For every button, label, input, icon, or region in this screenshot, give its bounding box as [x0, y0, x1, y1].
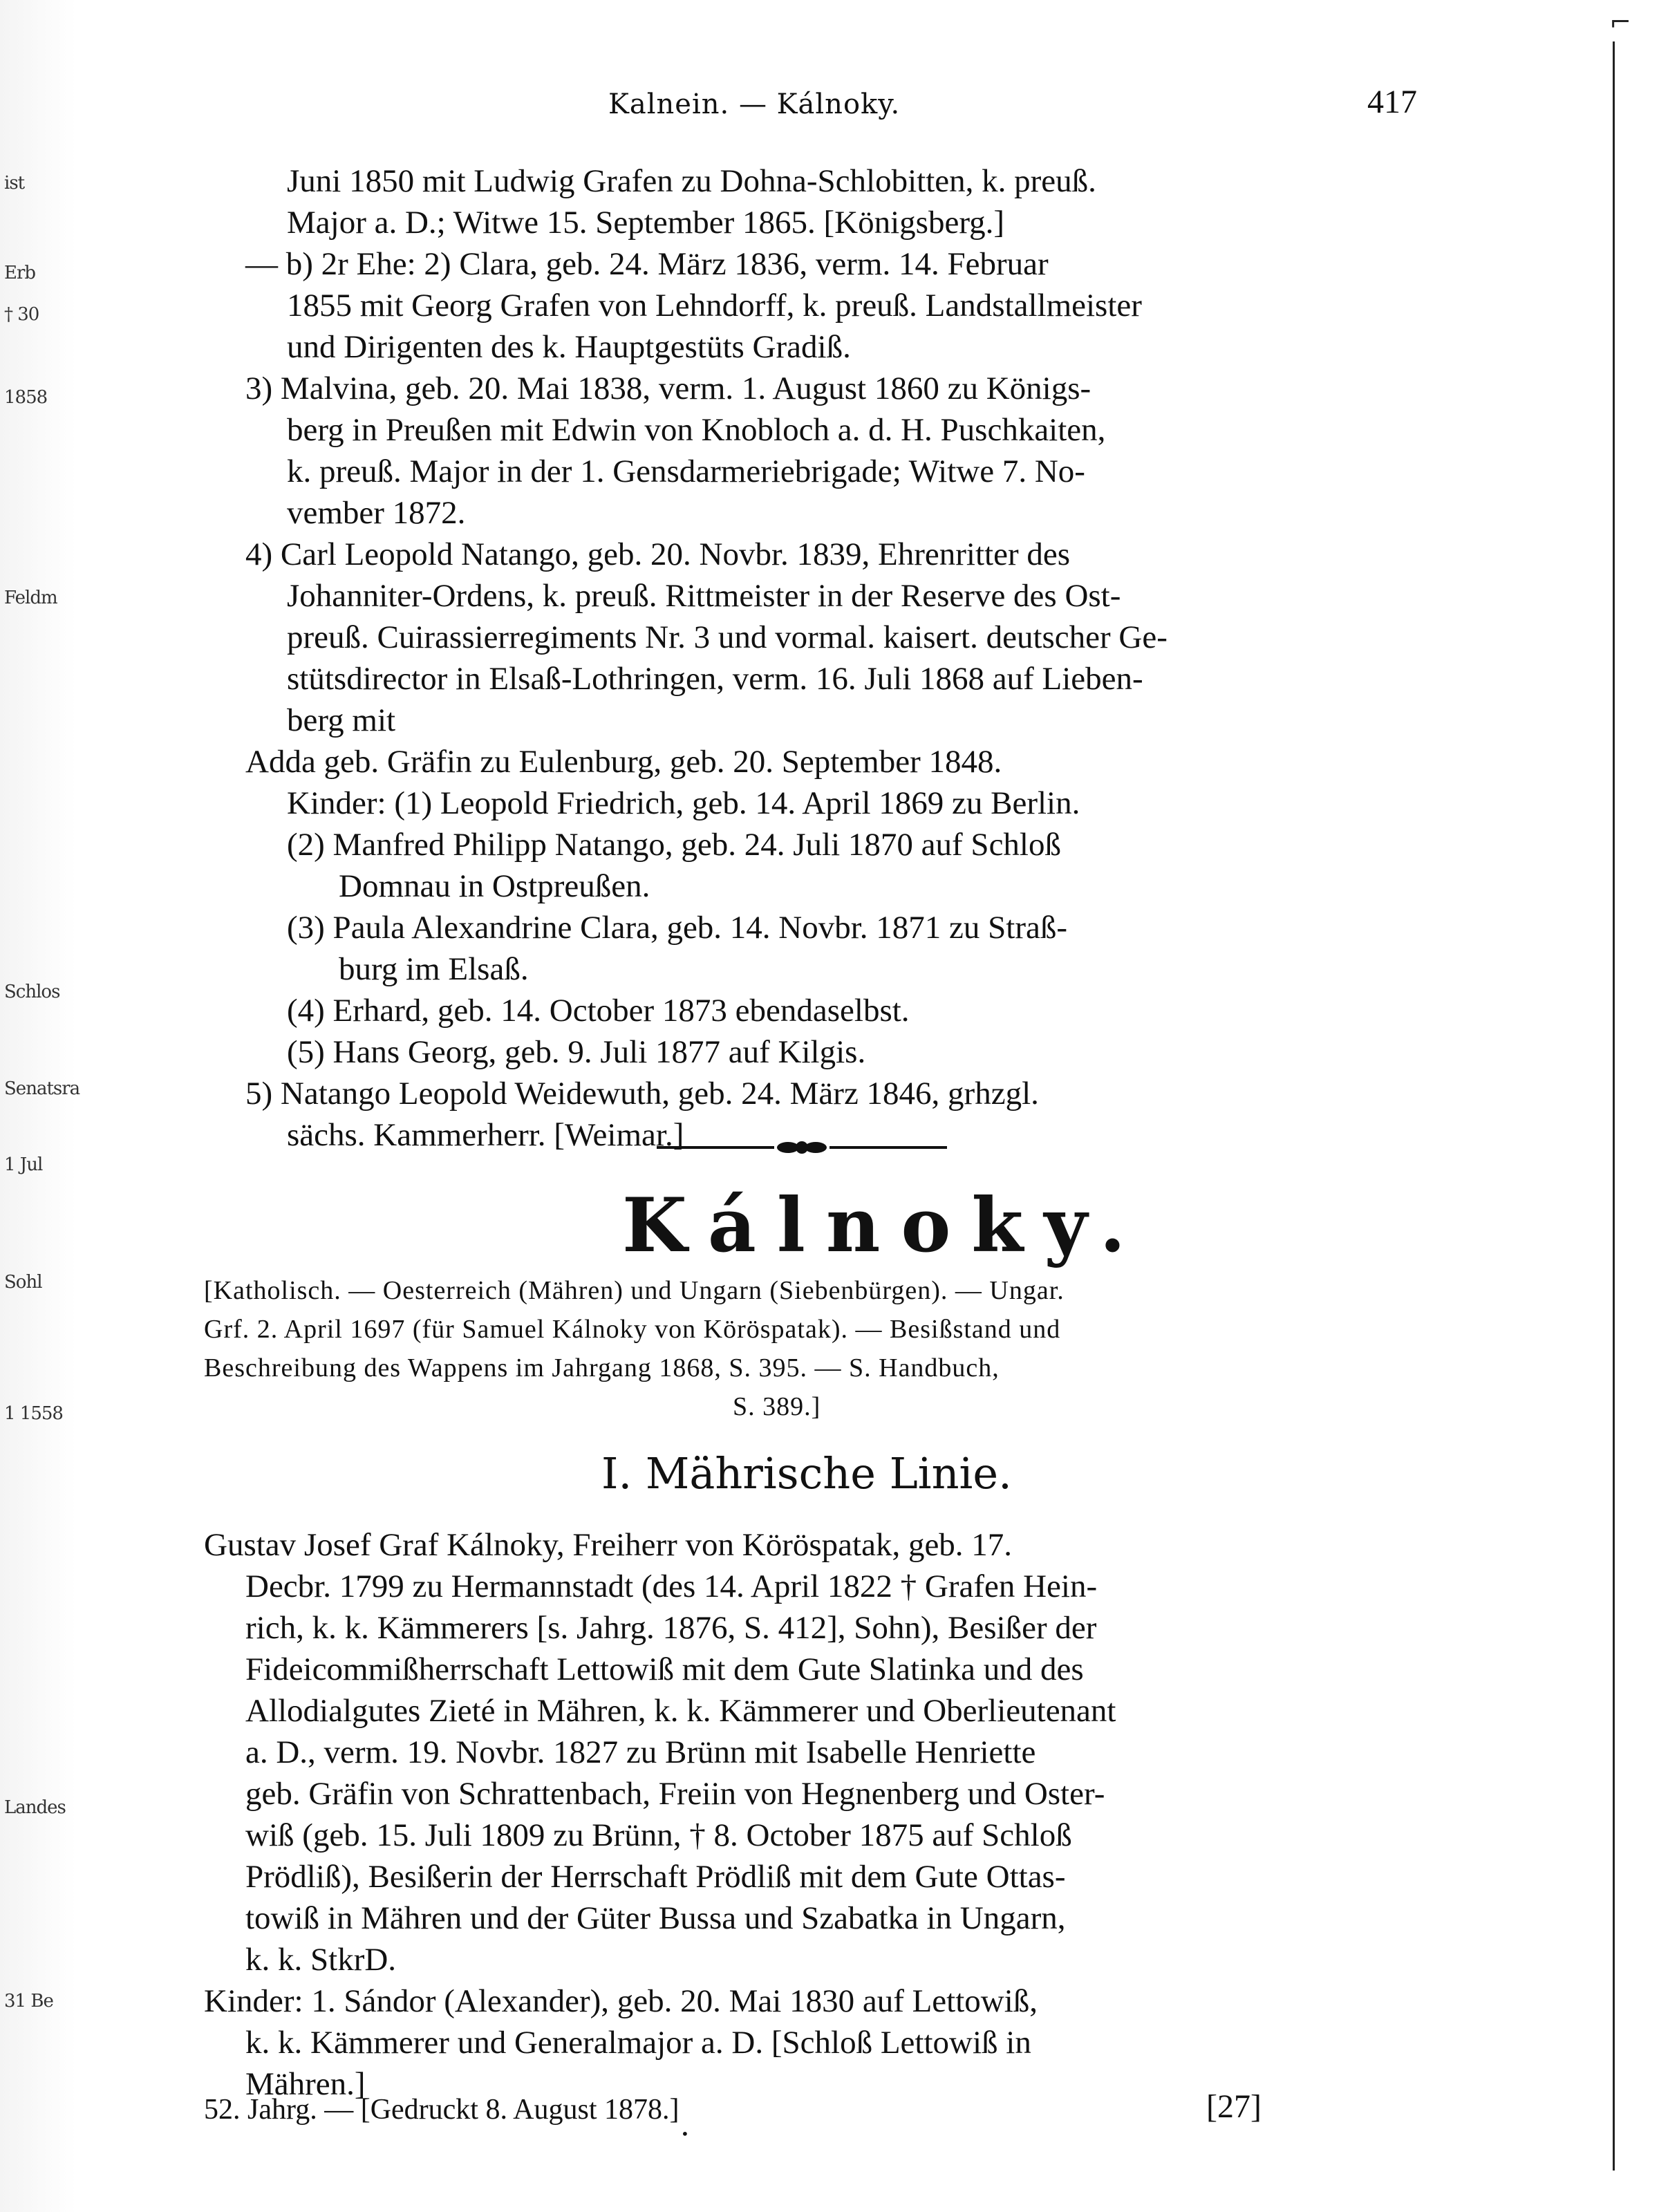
text-line: (4) Erhard, geb. 14. October 1873 ebendaselbst.	[287, 993, 910, 1029]
print-speck-icon: •	[681, 2126, 689, 2142]
margin-fragment: Erb	[4, 263, 36, 283]
intro-line: Grf. 2. April 1697 (für Samuel Kálnoky von Köröspatak). — Besißstand und	[204, 1315, 1061, 1344]
text-line: k. preuß. Major in der 1. Gensdarmeriebrigade; Witwe 7. No-	[287, 453, 1085, 489]
text-line: a. D., verm. 19. Novbr. 1827 zu Brünn mit Isabelle Henriette	[245, 1734, 1036, 1770]
ornamental-divider-icon	[657, 1134, 947, 1161]
page-number: 417	[1367, 84, 1417, 120]
printer-signature: 52. Jahrg. — [Gedruckt 8. August 1878.]	[204, 2094, 679, 2126]
intro-line: Beschreibung des Wappens im Jahrgang 1868, S. 395. — S. Handbuch,	[204, 1353, 1000, 1382]
text-line: Kinder: 1. Sándor (Alexander), geb. 20. Mai 1830 auf Lettowiß,	[204, 1983, 1038, 2019]
text-line: Major a. D.; Witwe 15. September 1865. [Königsberg.]	[287, 205, 1005, 241]
text-line: Mähren.]	[245, 2066, 366, 2102]
margin-fragment: Senatsra	[4, 1078, 80, 1099]
text-line: und Dirigenten des k. Hauptgestüts Gradiß.	[287, 329, 851, 365]
text-line: sächs. Kammerherr. [Weimar.]	[287, 1117, 684, 1153]
margin-fragment: ist	[4, 173, 25, 194]
margin-fragment: Feldm	[4, 588, 57, 608]
text-line: berg mit	[287, 702, 396, 738]
text-line: 5) Natango Leopold Weidewuth, geb. 24. März 1846, grhzgl.	[245, 1076, 1039, 1112]
text-line: (3) Paula Alexandrine Clara, geb. 14. Novbr. 1871 zu Straß-	[287, 910, 1068, 946]
sheet-mark: [27]	[1206, 2088, 1262, 2125]
text-line: stütsdirector in Elsaß-Lothringen, verm. 16. Juli 1868 auf Lieben-	[287, 661, 1143, 697]
text-line: berg in Preußen mit Edwin von Knobloch a. d. H. Puschkaiten,	[287, 412, 1106, 448]
margin-fragment: Landes	[4, 1797, 66, 1818]
text-line: k. k. StkrD.	[245, 1942, 397, 1978]
margin-fragment: 1 Jul	[4, 1154, 43, 1175]
running-head: Kalnein. — Kálnoky.	[608, 88, 901, 120]
corner-mark-icon: ⌐	[1609, 7, 1631, 37]
text-line: k. k. Kämmerer und Generalmajor a. D. [Schloß Lettowiß in	[245, 2025, 1031, 2061]
section-heading: I. Mährische Linie.	[601, 1448, 1012, 1499]
text-line: Gustav Josef Graf Kálnoky, Freiherr von Köröspatak, geb. 17.	[204, 1527, 1013, 1563]
text-line: towiß in Mähren und der Güter Bussa und Szabatka in Ungarn,	[245, 1900, 1066, 1936]
text-line: Prödliß), Besißerin der Herrschaft Prödliß mit dem Gute Ottas-	[245, 1859, 1066, 1895]
margin-fragment: Sohl	[4, 1272, 42, 1293]
text-line: rich, k. k. Kämmerers [s. Jahrg. 1876, S. 412], Sohn), Besißer der	[245, 1610, 1097, 1646]
intro-line: S. 389.]	[733, 1392, 821, 1421]
text-line: 1855 mit Georg Grafen von Lehndorff, k. preuß. Landstallmeister	[287, 288, 1142, 324]
text-line: vember 1872.	[287, 495, 466, 531]
text-line: 4) Carl Leopold Natango, geb. 20. Novbr. 1839, Ehrenritter des	[245, 536, 1070, 572]
page-edge-line	[1613, 41, 1619, 2171]
text-line: wiß (geb. 15. Juli 1809 zu Brünn, † 8. October 1875 auf Schloß	[245, 1817, 1072, 1853]
text-line: Allodialgutes Zieté in Mähren, k. k. Kämmerer und Oberlieutenant	[245, 1693, 1116, 1729]
margin-fragment: 1 1558	[4, 1403, 63, 1424]
page-header	[608, 83, 1417, 131]
family-title: Kálnoky.	[622, 1182, 1147, 1269]
text-line: Adda geb. Gräfin zu Eulenburg, geb. 20. September 1848.	[245, 744, 1002, 780]
text-line: burg im Elsaß.	[339, 951, 529, 987]
text-line: geb. Gräfin von Schrattenbach, Freiin von Hegnenberg und Oster-	[245, 1776, 1105, 1812]
facing-page-bleed	[0, 0, 80, 2212]
text-line: Johanniter-Ordens, k. preuß. Rittmeister in der Reserve des Ost-	[287, 578, 1121, 614]
text-line: Domnau in Ostpreußen.	[339, 868, 650, 904]
text-line: Juni 1850 mit Ludwig Grafen zu Dohna-Schlobitten, k. preuß.	[287, 163, 1096, 199]
text-line: (5) Hans Georg, geb. 9. Juli 1877 auf Kilgis.	[287, 1034, 866, 1070]
text-line: preuß. Cuirassierregiments Nr. 3 und vormal. kaisert. deutscher Ge-	[287, 619, 1168, 655]
margin-fragment: † 30	[4, 304, 39, 325]
margin-fragment: 1858	[4, 387, 48, 408]
margin-fragment: Schlos	[4, 982, 60, 1002]
text-line: — b) 2r Ehe: 2) Clara, geb. 24. März 1836, verm. 14. Februar	[245, 246, 1049, 282]
text-line: Decbr. 1799 zu Hermannstadt (des 14. April 1822 † Grafen Hein-	[245, 1568, 1098, 1604]
text-line: Kinder: (1) Leopold Friedrich, geb. 14. April 1869 zu Berlin.	[287, 785, 1080, 821]
intro-line: [Katholisch. — Oesterreich (Mähren) und Ungarn (Siebenbürgen). — Ungar.	[204, 1276, 1065, 1305]
text-line: (2) Manfred Philipp Natango, geb. 24. Juli 1870 auf Schloß	[287, 827, 1061, 863]
text-line: 3) Malvina, geb. 20. Mai 1838, verm. 1. August 1860 zu Königs-	[245, 371, 1091, 406]
text-line: Fideicommißherrschaft Lettowiß mit dem Gute Slatinka und des	[245, 1651, 1084, 1687]
margin-fragment: 31 Be	[4, 1991, 53, 2012]
